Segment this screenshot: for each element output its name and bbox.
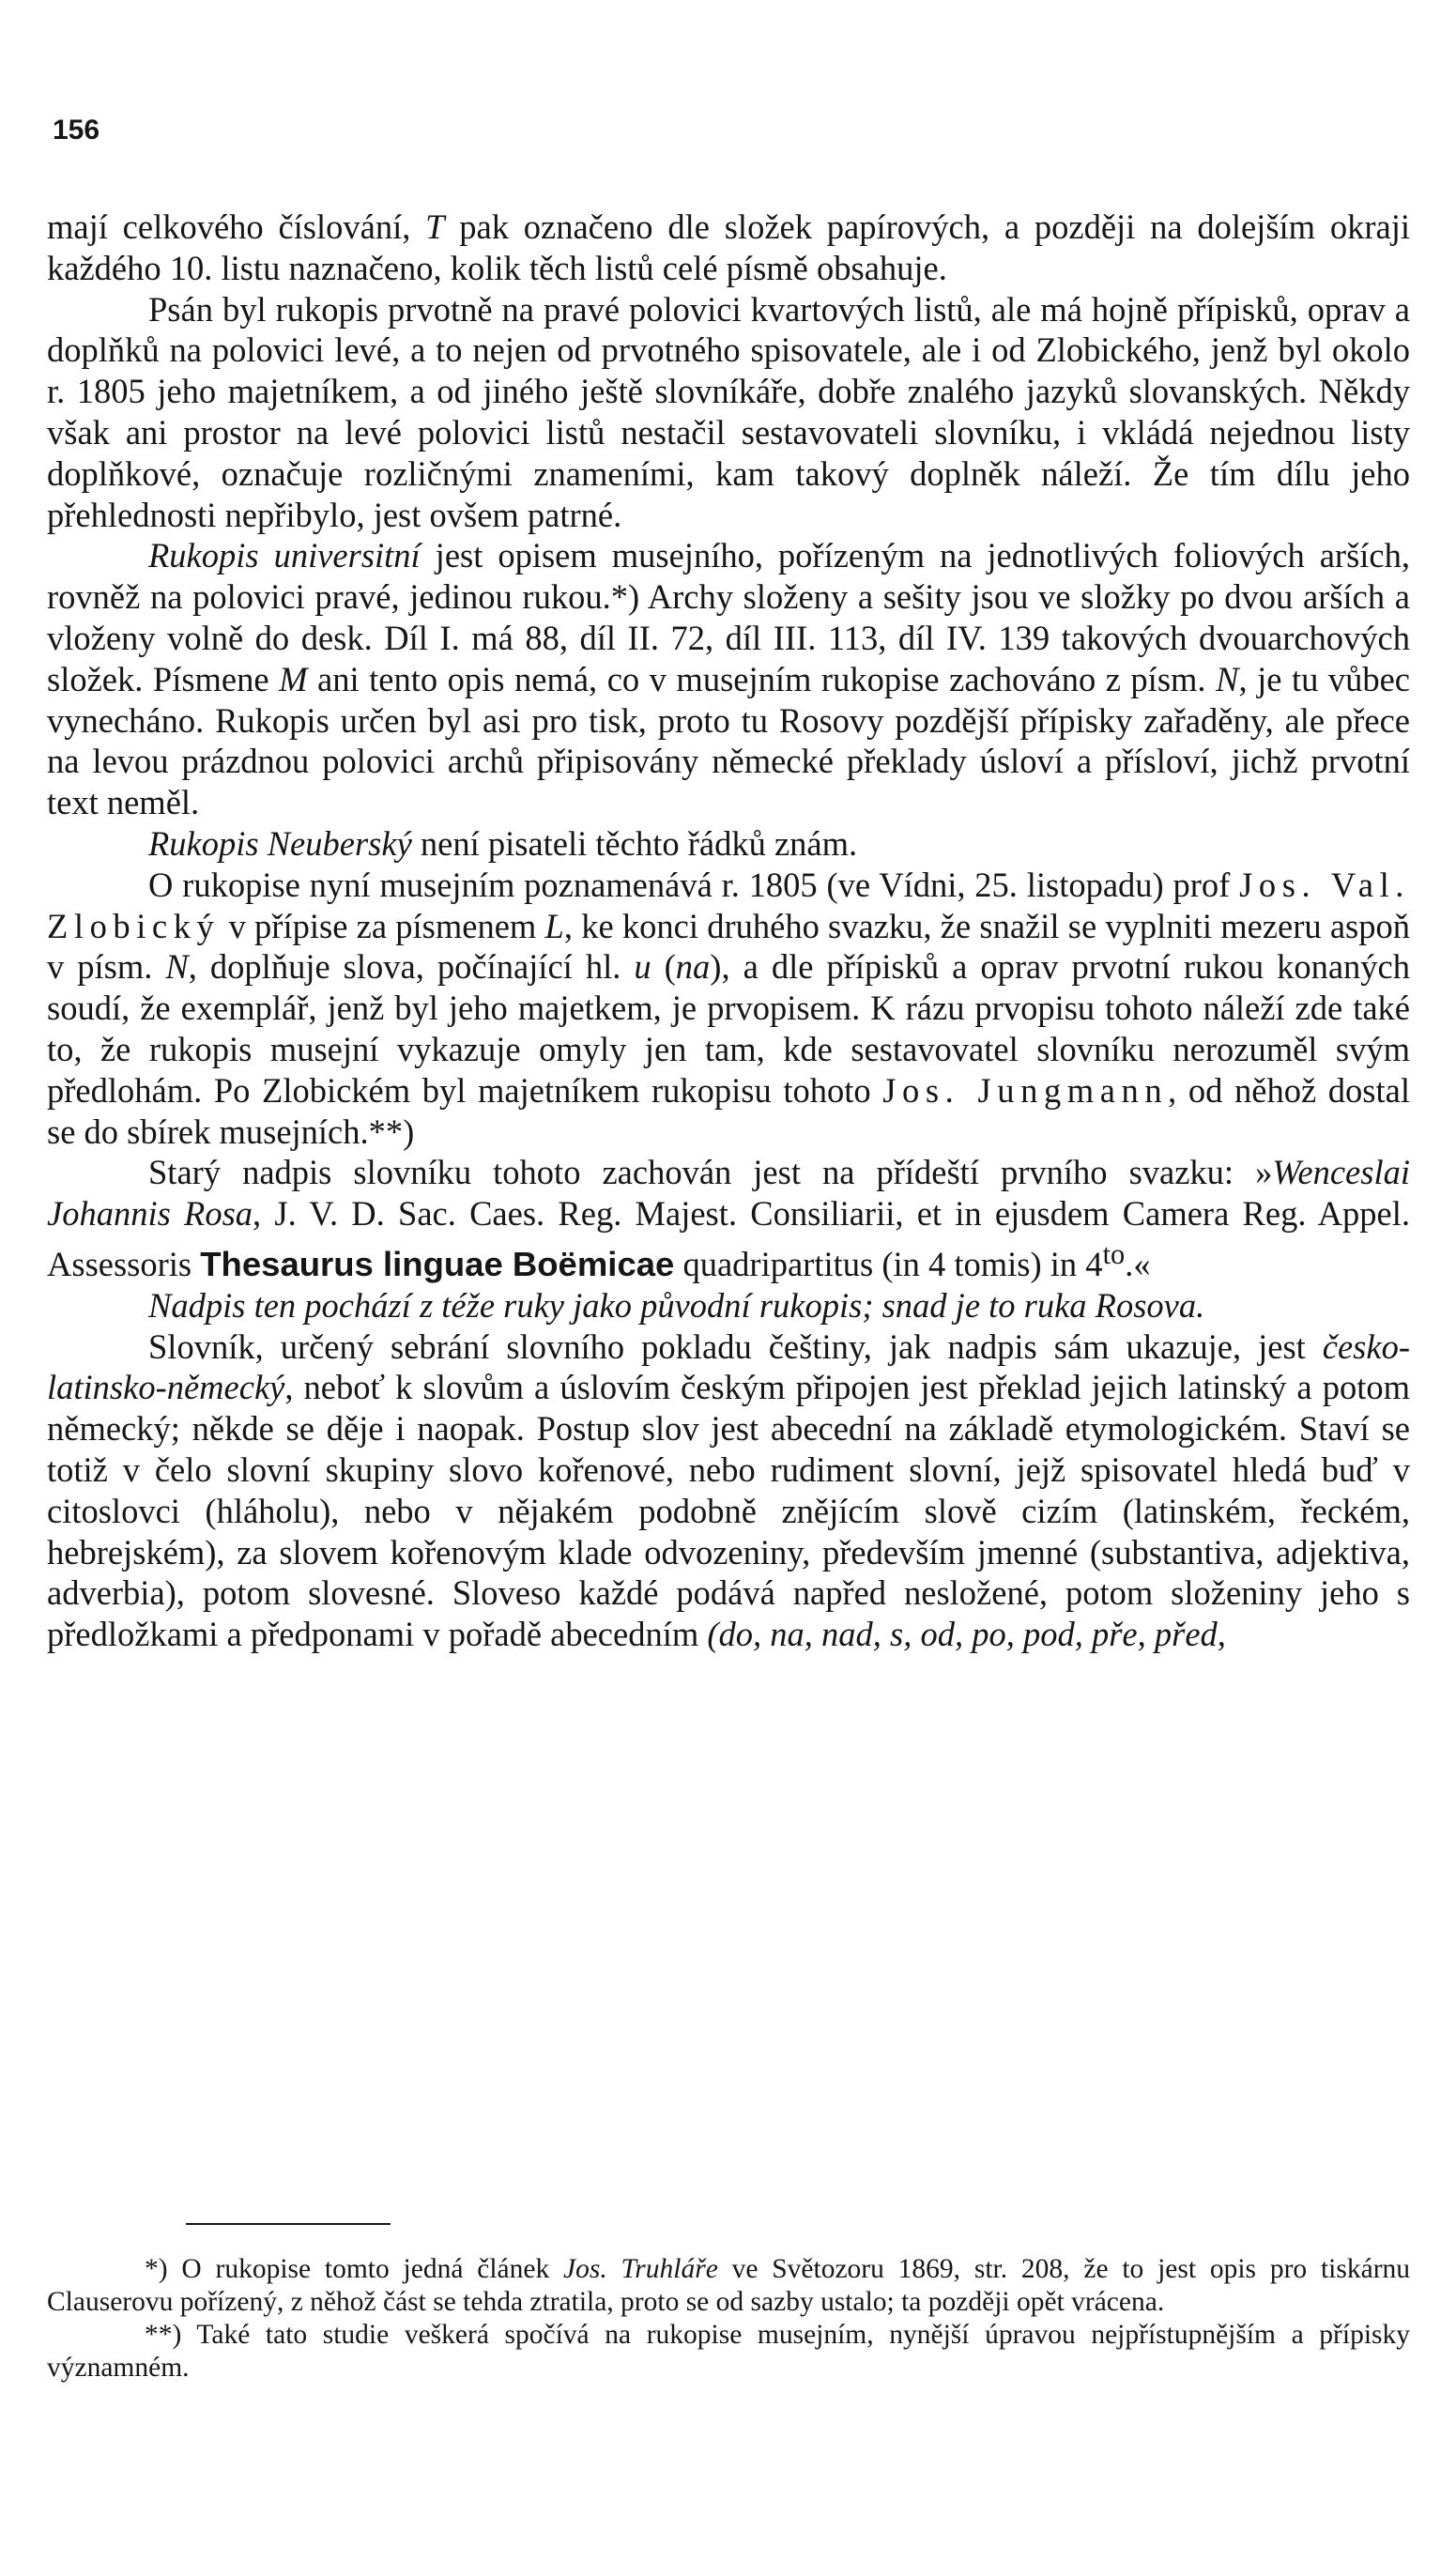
text-run: , od něhož dostal se do sbírek musejních.**) [47, 1070, 1410, 1151]
text-run: jest opisem musejního, pořízeným na jednotlivých foliových arších, rovněž na polovici pravé, jedinou rukou.*) Archy složeny a sešity jsou ve složky po dvou arších a vloženy volně do desk. Díl I. má 88, díl II. 72, díl III. 113, díl IV. 139 takových dvouarchových složek. Písmene [47, 536, 1410, 698]
paragraph [47, 207, 1410, 289]
text-run: v přípise za písmenem [220, 906, 545, 945]
text-run: Jos. Jungmann [882, 1070, 1169, 1110]
text-run: ( [651, 947, 676, 987]
text-run: to [1102, 1237, 1126, 1270]
text-run: Wenceslai Johannis Rosa [47, 1153, 1410, 1234]
text-run: na [675, 947, 711, 987]
text-run: .« [1125, 1245, 1151, 1284]
body-text [47, 207, 1410, 1655]
paragraph [47, 535, 1410, 823]
text-run: Slovník, určený sebrání slovního pokladu češtiny, jak nadpis sám ukazuje, jest [148, 1327, 1323, 1366]
text-run: , ke konci druhého svazku, že snažil se vyplniti mezeru aspoň v písm. [47, 906, 1410, 987]
text-run: , doplňuje slova, počínající hl. [188, 947, 635, 987]
text-run: u [634, 947, 651, 987]
paragraph [47, 1327, 1410, 1655]
text-run: ), a dle přípisků a oprav prvotní rukou konaných soudí, že exemplář, jenž byl jeho majetkem, je prvopisem. K rázu prvopisu tohoto náleží zde také to, že rukopis musejní vykazuje omyly jen tam, kde sestavovatel slovníku nerozuměl svým předlohám. Po Zlobickém byl majetníkem rukopisu tohoto [47, 947, 1410, 1110]
text-run: pak označeno dle složek papírových, a později na dolejším okraji každého 10. listu naznačeno, kolik těch listů celé písmě obsahuje. [47, 207, 1410, 287]
text-run: Starý nadpis slovníku tohoto zachován jest na přídeští prvního svazku: » [148, 1153, 1273, 1192]
footnote [47, 2253, 1410, 2319]
text-run: M [279, 659, 308, 698]
text-run: , J. V. D. Sac. Caes. Reg. Majest. Consiliarii, et in ejusdem Camera Reg. Appel. Assessoris [47, 1194, 1410, 1284]
paragraph [47, 865, 1410, 1153]
text-run: T [425, 207, 445, 246]
page-number: 156 [53, 115, 100, 146]
text-run: L [544, 906, 564, 945]
text-run: quadripartitus (in 4 tomis) in 4 [674, 1245, 1103, 1284]
text-run: , neboť k slovům a úslovím českým připojen jest překlad jejich latinský a potom německý; někde se děje i naopak. Postup slov jest abecední na základě etymologickém. Staví se totiž v čelo slovní skupiny slovo kořenové, nebo rudiment slovní, jejž spisovatel hledá buď v citoslovci (hláholu), nebo v nějakém podobně znějícím slově cizím (latinském, řeckém, hebrejském), za slovem kořenovým klade odvozeniny, především jmenné (substantiva, adjektiva, adverbia), potom slovesné. Sloveso každé podává napřed nesložené, potom složeniny jeho s předložkami a předponami v pořadě abecedním [47, 1368, 1410, 1654]
footnotes [47, 2253, 1410, 2385]
text-run: není pisateli těchto řádků znám. [411, 823, 858, 863]
text-run: ani tento opis nemá, co v musejním rukopise zachováno z písm. [307, 659, 1217, 698]
text-run: Rukopis Neuberský [148, 823, 412, 863]
footnote-separator [186, 2223, 391, 2225]
text-run: mají celkového číslování, [47, 207, 426, 246]
paragraph [47, 823, 1410, 865]
text-run: N [165, 947, 189, 987]
text-run: Psán byl rukopis prvotně na pravé polovici kvartových listů, ale má hojně přípisků, oprav a doplňků na polovici levé, a to nejen od prvotného spisovatele, ale i od Zlobického, jenž byl okolo r. 1805 jeho majetníkem, a od jiného ještě slovníkáře, dobře znalého jazyků slovanských. Někdy však ani prostor na levé polovici listů nestačil sestavovateli slovníku, i vkládá nejednou listy doplňkové, označuje rozličnými znameními, kam takový doplněk náleží. Že tím dílu jeho přehlednosti nepřibylo, jest ovšem patrné. [47, 289, 1410, 534]
text-run: Rukopis universitní [148, 536, 421, 575]
paragraph [47, 289, 1410, 536]
text-run: Thesaurus linguae Boëmicae [200, 1245, 675, 1284]
text-run: Jos. Truhláře [563, 2254, 718, 2284]
text-run: **) Také tato studie veškerá spočívá na rukopise musejním, nynější úpravou nejpřístupnějším a přípisky významném. [47, 2320, 1410, 2383]
text-run: Jos. Val. Zlobický [47, 865, 1410, 945]
text-run: *) O rukopise tomto jedná článek [145, 2254, 564, 2284]
text-run: , je tu vůbec vynecháno. Rukopis určen byl asi pro tisk, proto tu Rosovy pozdější přípisky zařaděny, ale přece na levou prázdnou polovici archů připisovány německé překlady úsloví a přísloví, jichž prvotní text neměl. [47, 659, 1411, 822]
paragraph [47, 1285, 1410, 1327]
text-run: ve Světozoru 1869, str. 208, že to jest opis pro tiskárnu Clauserovu pořízený, z něhož část se tehda ztratila, proto se od sazby ustalo; ta později opět vrácena. [47, 2254, 1411, 2317]
text-run: (do, na, nad, s, od, po, pod, pře, před, [707, 1615, 1226, 1654]
paragraph [47, 1152, 1410, 1285]
text-run: O rukopise nyní musejním poznamenává r. 1805 (ve Vídni, 25. listopadu) prof [148, 865, 1240, 904]
text-run: česko-latinsko-německý [47, 1327, 1410, 1407]
footnote [47, 2319, 1410, 2385]
text-run: Nadpis ten pochází z téže ruky jako původní rukopis; snad je to ruka Rosova. [148, 1285, 1205, 1325]
text-run: N [1216, 659, 1239, 698]
